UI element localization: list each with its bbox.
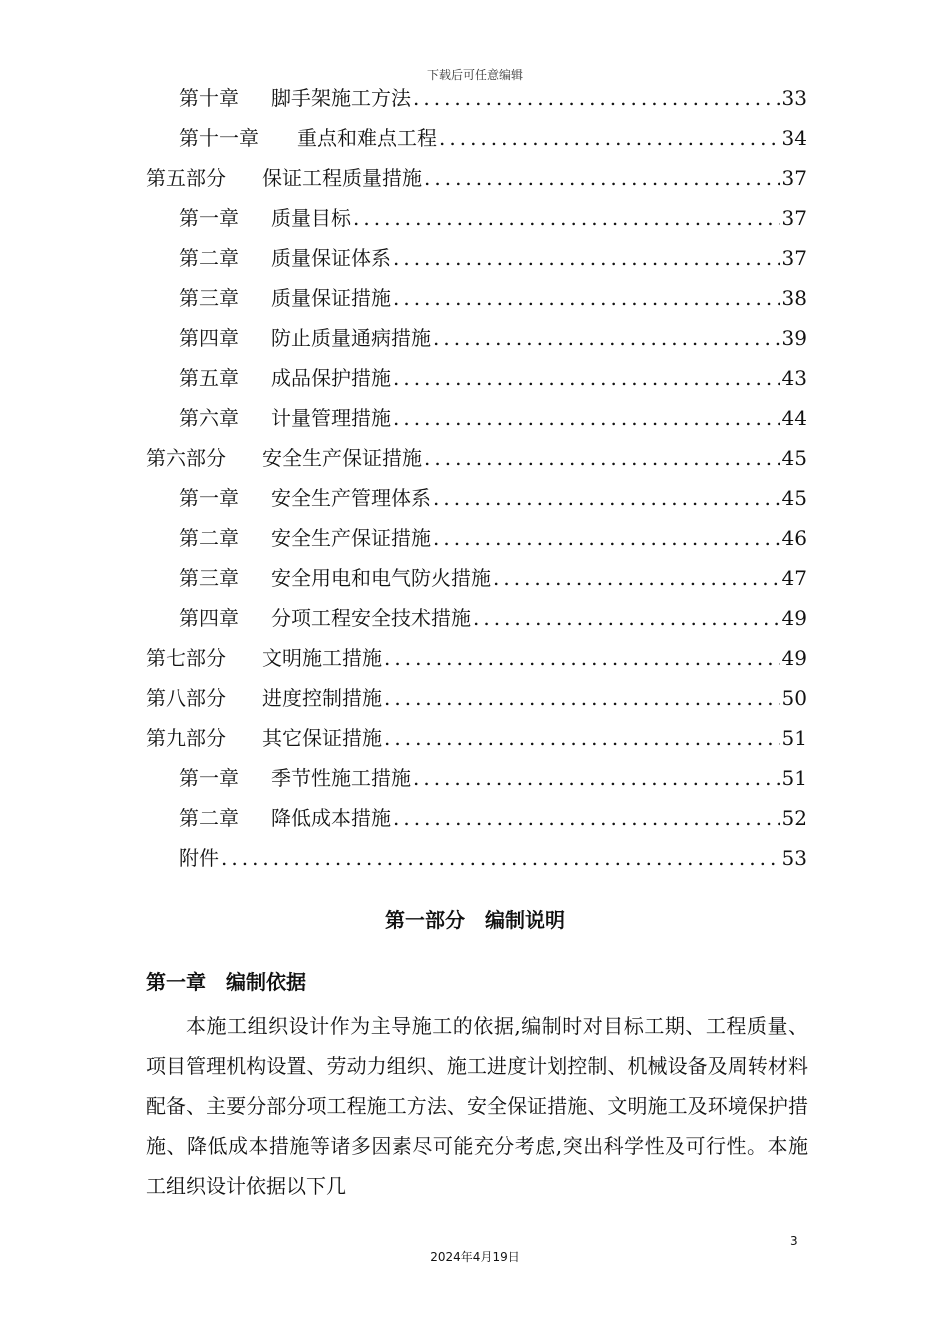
toc-entry-title: 安全生产管理体系 — [271, 486, 431, 510]
toc-dot-leader — [413, 78, 780, 118]
toc-entry-title: 文明施工措施 — [262, 646, 382, 670]
part-heading-number: 第一部分 — [385, 908, 465, 932]
toc-entry-title: 季节性施工措施 — [271, 766, 411, 790]
toc-entry-page: 33 — [781, 86, 807, 110]
toc-entry-page: 37 — [781, 246, 807, 270]
toc-entry[interactable] — [179, 758, 807, 798]
toc-entry[interactable] — [146, 158, 807, 198]
toc-entry-title: 质量保证体系 — [271, 246, 391, 270]
toc-entry-number: 第五章 — [179, 366, 239, 390]
toc-entry-page: 43 — [781, 366, 807, 390]
toc-dot-leader — [433, 518, 780, 558]
toc-entry-page: 37 — [781, 166, 807, 190]
toc-entry[interactable] — [146, 438, 807, 478]
toc-entry-page: 39 — [781, 326, 807, 350]
toc-entry-page: 52 — [781, 806, 807, 830]
toc-dot-leader — [384, 678, 780, 718]
toc-entry-number: 第一章 — [179, 486, 239, 510]
toc-entry-title: 防止质量通病措施 — [271, 326, 431, 350]
toc-dot-leader — [393, 358, 780, 398]
toc-entry[interactable] — [179, 358, 807, 398]
toc-entry-number: 第二章 — [179, 526, 239, 550]
toc-entry-page: 51 — [781, 766, 807, 790]
chapter-heading-number: 第一章 — [146, 970, 206, 994]
toc-entry-page: 53 — [781, 846, 807, 870]
toc-entry[interactable] — [179, 398, 807, 438]
toc-entry[interactable] — [179, 598, 807, 638]
toc-dot-leader — [413, 758, 780, 798]
toc-entry[interactable] — [146, 718, 807, 758]
toc-entry-page: 49 — [781, 606, 807, 630]
toc-entry-title: 降低成本措施 — [271, 806, 391, 830]
toc-entry[interactable] — [179, 278, 807, 318]
toc-entry[interactable] — [179, 558, 807, 598]
toc-entry-number: 第九部分 — [146, 726, 226, 750]
toc-entry[interactable] — [146, 638, 807, 678]
chapter-heading — [146, 966, 306, 995]
toc-entry[interactable] — [179, 798, 807, 838]
toc-entry-title: 计量管理措施 — [271, 406, 391, 430]
toc-entry-title: 安全生产保证措施 — [271, 526, 431, 550]
toc-dot-leader — [433, 478, 780, 518]
toc-entry[interactable] — [179, 238, 807, 278]
toc-entry-number: 第十一章 — [179, 126, 259, 150]
toc-entry-title: 其它保证措施 — [262, 726, 382, 750]
page-number: 3 — [790, 1234, 798, 1248]
toc-entry-number: 第三章 — [179, 286, 239, 310]
toc-entry[interactable] — [179, 838, 807, 878]
toc-dot-leader — [473, 598, 780, 638]
toc-dot-leader — [393, 238, 780, 278]
toc-entry-title: 成品保护措施 — [271, 366, 391, 390]
toc-entry-number: 第六章 — [179, 406, 239, 430]
toc-entry-page: 34 — [781, 126, 807, 150]
toc-entry[interactable] — [179, 78, 807, 118]
toc-entry-number: 第一章 — [179, 766, 239, 790]
toc-dot-leader — [353, 198, 780, 238]
toc-entry-title: 质量目标 — [271, 206, 351, 230]
toc-entry[interactable] — [146, 678, 807, 718]
toc-entry-title: 保证工程质量措施 — [262, 166, 422, 190]
toc-dot-leader — [424, 438, 780, 478]
toc-dot-leader — [384, 638, 780, 678]
toc-entry[interactable] — [179, 198, 807, 238]
toc-entry-number: 第二章 — [179, 806, 239, 830]
toc-entry-page: 38 — [781, 286, 807, 310]
chapter-heading-title: 编制依据 — [226, 970, 306, 994]
footer-date: 2024年4月19日 — [430, 1250, 520, 1264]
toc-dot-leader — [393, 798, 780, 838]
toc-dot-leader — [393, 278, 780, 318]
toc-entry-number: 第四章 — [179, 326, 239, 350]
toc-entry-number: 第六部分 — [146, 446, 226, 470]
toc-entry-number: 第一章 — [179, 206, 239, 230]
toc-entry-page: 47 — [781, 566, 807, 590]
toc-entry-number: 第五部分 — [146, 166, 226, 190]
toc-entry-title: 安全生产保证措施 — [262, 446, 422, 470]
toc-entry-page: 45 — [781, 486, 807, 510]
body-paragraph: 本施工组织设计作为主导施工的依据,编制时对目标工期、工程质量、项目管理机构设置、劳动力组织、施工进度计划控制、机械设备及周转材料配备、主要分部分项工程施工方法、安全保证措施、文明施工及环境保护措施、降低成本措施等诸多因素尽可能充分考虑,突出科学性及可行性。本施工组织设计依据以下几 — [146, 1014, 808, 1198]
toc-entry[interactable] — [179, 118, 807, 158]
toc-entry-title: 脚手架施工方法 — [271, 86, 411, 110]
toc-entry-page: 37 — [781, 206, 807, 230]
toc-dot-leader — [384, 718, 780, 758]
toc-entry-page: 50 — [781, 686, 807, 710]
toc-entry-number: 第三章 — [179, 566, 239, 590]
toc-entry-number: 第四章 — [179, 606, 239, 630]
header-note: 下载后可任意编辑 — [426, 68, 523, 82]
toc-dot-leader — [221, 838, 780, 878]
toc-entry-page: 44 — [781, 406, 807, 430]
toc-dot-leader — [393, 398, 780, 438]
toc-entry-title: 分项工程安全技术措施 — [271, 606, 471, 630]
toc-entry[interactable] — [179, 518, 807, 558]
toc-entry-title: 安全用电和电气防火措施 — [271, 566, 491, 590]
toc-dot-leader — [493, 558, 780, 598]
toc-dot-leader — [424, 158, 780, 198]
toc-entry[interactable] — [179, 478, 807, 518]
toc-entry-number: 第七部分 — [146, 646, 226, 670]
part-heading-title: 编制说明 — [485, 908, 565, 932]
toc-entry-title: 重点和难点工程 — [297, 126, 437, 150]
toc-entry-title: 附件 — [179, 846, 219, 870]
toc-entry-page: 46 — [781, 526, 807, 550]
toc-entry[interactable] — [179, 318, 807, 358]
toc-entry-title: 进度控制措施 — [262, 686, 382, 710]
toc-entry-title: 质量保证措施 — [271, 286, 391, 310]
toc-entry-page: 51 — [781, 726, 807, 750]
toc-dot-leader — [439, 118, 780, 158]
toc-entry-number: 第二章 — [179, 246, 239, 270]
toc-dot-leader — [433, 318, 780, 358]
toc-entry-page: 45 — [781, 446, 807, 470]
toc-entry-number: 第十章 — [179, 86, 239, 110]
toc-entry-page: 49 — [781, 646, 807, 670]
toc-entry-number: 第八部分 — [146, 686, 226, 710]
part-heading — [0, 904, 950, 933]
